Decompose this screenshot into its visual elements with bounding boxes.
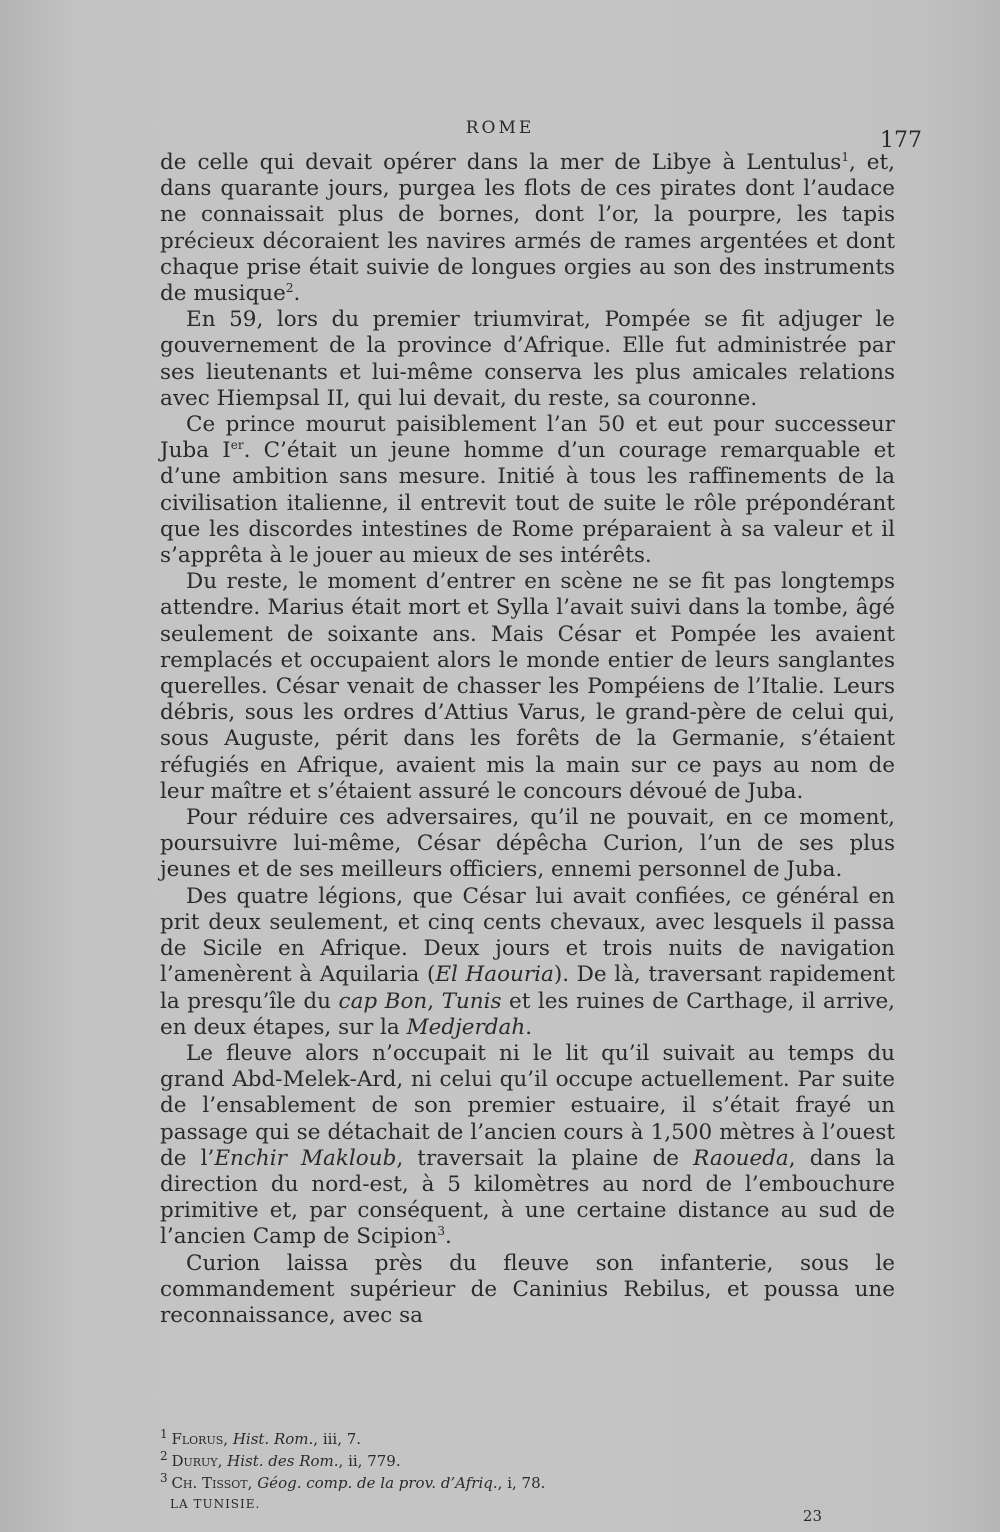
sheet-number: 23 (802, 1507, 822, 1525)
footnote-sep: , (217, 1452, 228, 1470)
printer-signature: LA TUNISIE. (170, 1497, 261, 1511)
paragraph (160, 1251, 895, 1330)
footnote (160, 1472, 895, 1494)
text-run: Ce prince mourut paisiblement l’an 50 et eut pour successeur Juba I (160, 412, 895, 464)
footnote-ref: 3 (437, 1224, 445, 1239)
text-run: Le fleuve alors n’occupait ni le lit qu’il suivait au temps du grand Abd-Melek-Ard, ni celui qu’il occupe actuellement. Par suite de l’ensablement de son premier estuaire, il s’était frayé un passage qui se détachait de l’ancien cours à 1,500 mètres à l’ouest de l’ (160, 1040, 895, 1171)
paragraph (160, 307, 895, 412)
text-run: En 59, lors du premier triumvirat, Pompée se fit adjuger le gouvernement de la province d’Afrique. Elle fut administrée par ses lieutenants et lui-même conserva les plus amicales relations avec Hiempsal II, qui lui devait, du reste, sa couronne. (160, 307, 895, 411)
text-run: Pour réduire ces adversaires, qu’il ne pouvait, en ce moment, poursuivre lui-même, César dépêcha Curion, l’un de ses plus jeunes et de ses meilleurs officiers, ennemi personnel de Juba. (160, 805, 895, 883)
text-run: ). De là, traversant rapidement la presqu’île du (160, 962, 895, 1014)
footnote-sep: , (223, 1430, 233, 1448)
page-number: 177 (880, 128, 922, 153)
text-run: de celle qui devait opérer dans la mer de Libye à Lentulus (160, 150, 842, 175)
text-run: et les ruines de Carthage, il arrive, en deux étapes, sur la (160, 988, 896, 1040)
text-run: . (445, 1224, 452, 1250)
footnote (160, 1450, 895, 1472)
paragraph (160, 1041, 895, 1251)
footnote-ref: 1 (841, 149, 849, 164)
footnote-title: Hist. Rom. (232, 1430, 314, 1448)
footnote-author: Florus (171, 1430, 224, 1448)
italic-text: El Haouria (435, 962, 554, 988)
text-run: , traversait la plaine de (396, 1145, 694, 1171)
footnote-ref-loc: , iii, 7. (313, 1430, 362, 1448)
paragraph (160, 805, 895, 884)
footnote-number: 1 (160, 1427, 172, 1441)
text-run: , dans la direction du nord-est, à 5 kilomètres au nord de l’embouchure primitive et, par conséquent, à une certaine distance au sud de l’ancien Camp de Scipion (160, 1145, 896, 1250)
italic-text: Enchir Makloub (214, 1145, 397, 1171)
footnote-author: Duruy (171, 1452, 218, 1470)
text-run: . C’était un jeune homme d’un courage remarquable et d’une ambition sans mesure. Initié à tous les raffinements de la civilisation italienne, il entrevit tout de suite le rôle prépondérant que les discordes intestines de Rome préparaient à sa valeur et il s’apprêta à le jouer au mieux de ses intérêts. (160, 438, 896, 569)
footnote (160, 1428, 895, 1450)
running-title: ROME (465, 118, 535, 138)
italic-text: Tunis (441, 988, 502, 1014)
italic-text: Raoueda (693, 1145, 789, 1171)
footnote-author: Ch. Tissot (171, 1474, 248, 1492)
paragraph (160, 150, 895, 307)
footnote-sep: , (247, 1474, 258, 1492)
text-run: , (427, 988, 442, 1014)
italic-text: cap Bon (338, 988, 428, 1014)
text-run: . (525, 1014, 533, 1040)
text-run: Curion laissa près du fleuve son infanterie, sous le commandement supérieur de Caninius Rebilus, et poussa une reconnaissance, avec sa (160, 1250, 895, 1328)
text-run: Du reste, le moment d’entrer en scène ne se fit pas longtemps attendre. Marius était mort et Sylla l’avait suivi dans la tombe, âgé seulement de soixante ans. Mais César et Pompée les avaient remplacés et occupaient alors le monde entier de leurs sanglantes querelles. César venait de chasser les Pompéiens de l’Italie. Leurs débris, sous les ordres d’Attius Varus, le grand-père de celui qui, sous Auguste, périt dans les forêts de la Germanie, s’étaient réfugiés en Afrique, avaient mis la main sur ce pays au nom de leur maître et s’étaient assuré le concours dévoué de Juba. (160, 569, 895, 804)
footnote-title: Hist. des Rom. (227, 1452, 339, 1470)
paragraph (160, 569, 895, 805)
footnotes (160, 1428, 895, 1494)
footnote-title: Géog. comp. de la prov. d’Afriq. (257, 1474, 498, 1492)
footnote-number: 2 (160, 1449, 172, 1463)
footnote-ref-loc: , i, 78. (497, 1474, 546, 1492)
paragraph (160, 884, 895, 1041)
text-run: , et, dans quarante jours, purgea les flots de ces pirates dont l’audace ne connaissait plus de bornes, dont l’or, la pourpre, les tapis précieux décoraient les navires armés de rames argentées et dont chaque prise était suivie de longues orgies au son des instruments de musique (160, 150, 895, 307)
body-text (160, 150, 895, 1329)
footnote-number: 3 (160, 1471, 172, 1485)
paragraph (160, 412, 895, 569)
footnote-ref: 2 (285, 280, 294, 295)
italic-text: Medjerdah (406, 1014, 526, 1040)
text-run: . (293, 281, 301, 307)
footnote-ref: er (230, 438, 244, 453)
footnote-ref-loc: , ii, 779. (338, 1452, 401, 1470)
text-run: Des quatre légions, que César lui avait confiées, ce général en prit deux seulement, et cinq cents chevaux, avec lesquels il passa de Sicile en Afrique. Deux jours et trois nuits de navigation l’amenèrent à Aquilaria ( (160, 883, 895, 988)
